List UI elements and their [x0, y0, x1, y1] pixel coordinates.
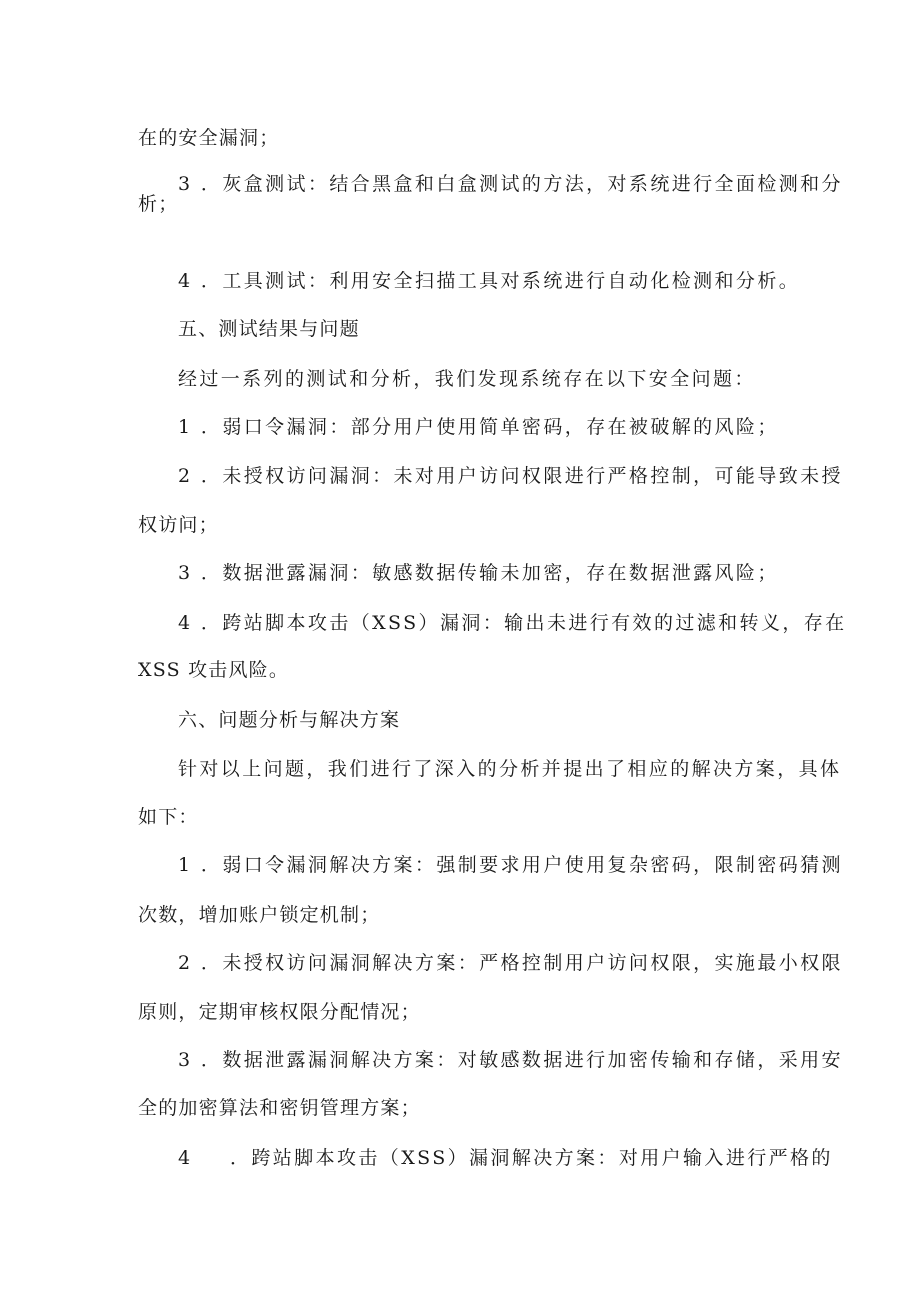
list-item-line: 4 ．工具测试：利用安全扫描工具对系统进行自动化检测和分析。: [178, 270, 801, 292]
paragraph-continuation: 如下：: [138, 806, 199, 828]
section-heading: 五、测试结果与问题: [178, 318, 360, 340]
list-item-text: ．跨站脚本攻击（XSS）漏洞解决方案：对用户输入进行严格的: [230, 1147, 833, 1169]
list-item-line: 1 ．弱口令漏洞：部分用户使用简单密码，存在被破解的风险；: [178, 416, 779, 438]
list-item-line: [178, 1146, 833, 1170]
list-item-continuation: 原则，定期审核权限分配情况；: [138, 1001, 421, 1023]
paragraph-line: 在的安全漏洞；: [138, 127, 280, 149]
list-item-line: 3 ．数据泄露漏洞解决方案：对敏感数据进行加密传输和存储，采用安: [178, 1049, 843, 1071]
list-item-continuation: 析；: [138, 193, 179, 215]
paragraph-line: 经过一系列的测试和分析，我们发现系统存在以下安全问题：: [178, 368, 756, 390]
list-item-continuation: XSS 攻击风险。: [138, 659, 290, 681]
list-item-number: 4: [178, 1147, 193, 1169]
list-item-line: 3 ．灰盒测试：结合黑盒和白盒测试的方法，对系统进行全面检测和分: [178, 173, 843, 195]
list-item-continuation: 次数，增加账户锁定机制；: [138, 904, 381, 926]
list-item-line: 1 ．弱口令漏洞解决方案：强制要求用户使用复杂密码，限制密码猜测: [178, 854, 843, 876]
list-item-line: 2 ．未授权访问漏洞解决方案：严格控制用户访问权限，实施最小权限: [178, 952, 843, 974]
list-item-line: 2 ．未授权访问漏洞：未对用户访问权限进行严格控制，可能导致未授: [178, 465, 843, 487]
list-item-line: 4 ．跨站脚本攻击（XSS）漏洞：输出未进行有效的过滤和转义，存在: [178, 612, 847, 634]
list-item-continuation: 全的加密算法和密钥管理方案；: [138, 1097, 421, 1119]
paragraph-line: 针对以上问题，我们进行了深入的分析并提出了相应的解决方案，具体: [178, 758, 842, 780]
list-item-continuation: 权访问；: [138, 514, 219, 536]
list-item-line: 3 ．数据泄露漏洞：敏感数据传输未加密，存在数据泄露风险；: [178, 562, 779, 584]
section-heading: 六、问题分析与解决方案: [178, 709, 401, 731]
